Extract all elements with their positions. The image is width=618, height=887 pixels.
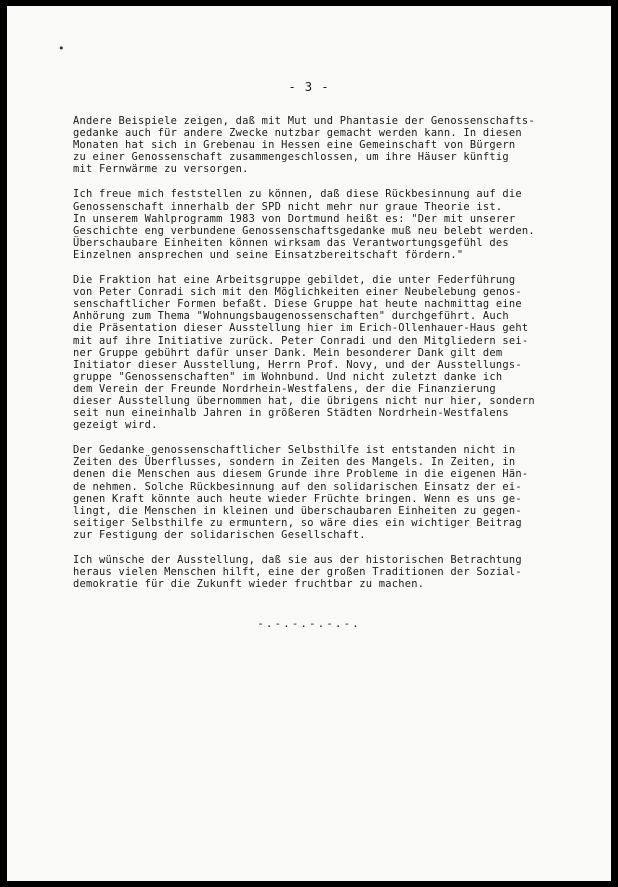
text-line: Der Gedanke genossenschaftlicher Selbsthilfe ist entstanden nicht in xyxy=(73,444,516,457)
paragraph-3 xyxy=(73,274,593,431)
text-line: de nehmen. Solche Rückbesinnung auf den solidarischen Einsatz der ei- xyxy=(73,480,522,493)
text-line: Ich wünsche der Ausstellung, daß sie aus der historischen Betrachtung xyxy=(73,554,522,566)
text-line: demokratie für die Zukunft wieder fruchtbar zu machen. xyxy=(73,578,425,591)
text-line: Die Fraktion hat eine Arbeitsgruppe gebildet, die unter Federführung xyxy=(73,274,516,287)
text-line: Monaten hat sich in Grebenau in Hessen eine Gemeinschaft von Bürgern xyxy=(73,139,516,152)
text-line: ner Gruppe gebührt dafür unser Dank. Mein besonderer Dank gilt dem xyxy=(73,346,503,359)
text-line: mit Fernwärme zu versorgen. xyxy=(73,163,249,176)
text-line: Ich freue mich feststellen zu können, daß diese Rückbesinnung auf die xyxy=(73,188,522,201)
text-line: denen die Menschen aus diesem Grunde ihre Probleme in die eigenen Hän- xyxy=(73,468,529,481)
text-line: heraus vielen Menschen hilft, eine der großen Traditionen der Sozial- xyxy=(73,566,522,579)
text-line: dieser Ausstellung übernommen hat, die übrigens nicht nur hier, sondern xyxy=(73,394,535,407)
text-line: Anhörung zum Thema "Wohnungsbaugenossenschaften" durchgeführt. Auch xyxy=(73,310,509,323)
text-line: senschaftlicher Formen befaßt. Diese Gruppe hat heute nachmittag eine xyxy=(73,298,522,311)
text-line: zu einer Genossenschaft zusammengeschlossen, um ihre Häuser künftig xyxy=(73,151,509,164)
text-line: mit auf ihre Initiative zurück. Peter Conradi und den Mitgliedern sei- xyxy=(73,334,529,347)
text-line: zur Festigung der solidarischen Gesellschaft. xyxy=(73,528,366,541)
text-line: dem Verein der Freunde Nordrhein-Westfalens, der die Finanzierung xyxy=(73,382,496,395)
text-line: seitiger Selbsthilfe zu ermuntern, so wäre dies ein wichtiger Beitrag xyxy=(73,516,522,529)
paragraph-5 xyxy=(73,554,593,590)
text-line: gedanke auch für andere Zwecke nutzbar gemacht werden kann. In diesen xyxy=(73,127,522,140)
text-line: Andere Beispiele zeigen, daß mit Mut und Phantasie der Genossenschafts- xyxy=(73,115,535,127)
text-line: In unserem Wahlprogramm 1983 von Dortmund heißt es: "Der mit unserer xyxy=(73,212,516,225)
scan-speck: • xyxy=(58,42,65,55)
page-number: - 3 - xyxy=(288,80,330,94)
document-page xyxy=(7,6,611,881)
text-line: gezeigt wird. xyxy=(73,419,158,432)
paragraph-2 xyxy=(73,188,593,261)
text-line: Zeiten des Überflusses, sondern in Zeiten des Mangels. In Zeiten, in xyxy=(73,456,516,469)
text-line: Geschichte eng verbundene Genossenschaftsgedanke muß neu belebt werden. xyxy=(73,224,535,237)
letter-body xyxy=(73,115,593,603)
paragraph-4 xyxy=(73,444,593,541)
text-line: Überschaubare Einheiten können wirksam das Verantwortungsgefühl des xyxy=(73,236,509,249)
paragraph-1 xyxy=(73,115,593,175)
text-line: Initiator dieser Ausstellung, Herrn Prof. Novy, und der Ausstellungs- xyxy=(73,358,522,371)
text-line: die Präsentation dieser Ausstellung hier im Erich-Ollenhauer-Haus geht xyxy=(73,322,529,335)
text-line: genen Kraft könnte auch heute wieder Früchte bringen. Wenn es uns ge- xyxy=(73,492,522,505)
text-line: seit nun eineinhalb Jahren in größeren Städten Nordrhein-Westfalens xyxy=(73,407,509,420)
text-line: Genossenschaft innerhalb der SPD nicht mehr nur graue Theorie ist. xyxy=(73,200,503,213)
text-line: lingt, die Menschen in kleinen und überschaubaren Einheiten zu gegen- xyxy=(73,504,522,517)
text-line: von Peter Conradi sich mit den Möglichkeiten einer Neubelebung genos- xyxy=(73,286,522,299)
text-line: Einzelnen ansprechen und seine Einsatzbereitschaft fördern." xyxy=(73,248,464,261)
text-line: gruppe "Genossenschaften" im Wohnbund. Und nicht zuletzt danke ich xyxy=(73,370,503,383)
closing-dash-line: -.-.-.-.-.-. xyxy=(257,617,361,630)
